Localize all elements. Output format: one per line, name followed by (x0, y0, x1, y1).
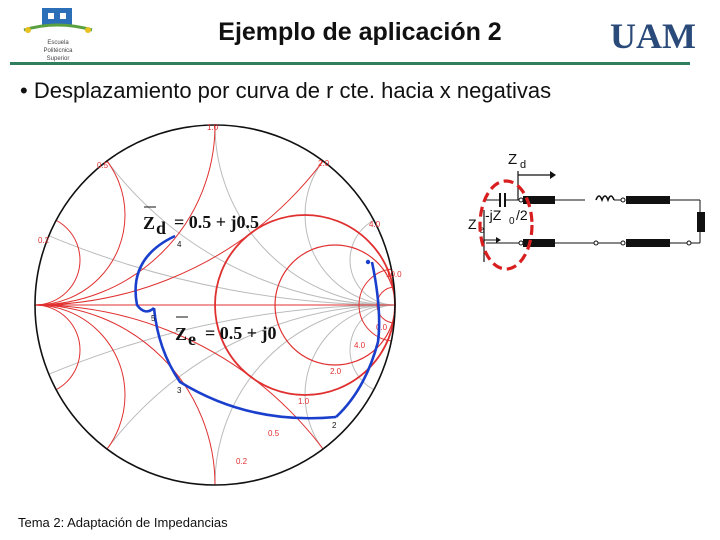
slide-title: Ejemplo de aplicación 2 (218, 18, 502, 46)
point-label-3: 3 (177, 386, 182, 395)
inductor-icon (596, 196, 614, 200)
formula-zd-rhs: = 0.5 + j0.5 (174, 212, 260, 232)
cap-label-sub: 0 (509, 216, 515, 227)
terminal-bottom-2 (594, 241, 598, 245)
ze-arrowhead-icon (496, 237, 501, 243)
label-10: 10.0 (386, 270, 402, 279)
label-4-bottom: 4.0 (354, 341, 366, 350)
trajectory-end-point (366, 260, 370, 264)
logo-line-3: Superior (46, 56, 70, 62)
label-2-bottom: 2.0 (330, 367, 342, 376)
label-05-top: 0.5 (97, 161, 109, 170)
point-label-5: 5 (151, 314, 156, 323)
formula-ze-sub: e (188, 329, 196, 349)
ze-label: Z (468, 216, 477, 232)
point-label-4: 4 (177, 240, 182, 249)
uam-logo-text: UAM (610, 16, 696, 56)
label-2-top: 2.0 (318, 159, 330, 168)
zd-arrowhead-icon (550, 171, 556, 179)
formula-ze-rhs: = 0.5 + j0 (205, 323, 277, 343)
terminal-top-1 (519, 198, 523, 202)
logo-line-2: Politécnica (43, 48, 73, 54)
logo-line-1: Escuela (47, 40, 69, 46)
footer-text: Tema 2: Adaptación de Impedancias (18, 515, 228, 530)
formula-zd-sub: d (156, 218, 167, 238)
cap-label-rest: /2 (516, 207, 528, 223)
terminal-bottom-3 (621, 241, 625, 245)
cap-label: -jZ (485, 207, 502, 223)
trajectory-4-5 (136, 236, 175, 311)
ze-label-sub: e (479, 225, 485, 236)
formula-zd (143, 207, 259, 238)
point-label-2: 2 (332, 421, 337, 430)
grid-labels (38, 123, 402, 466)
line-section-top-2 (626, 196, 670, 204)
bullet-text: • Desplazamiento por curva de r cte. hacia x negativas (20, 78, 552, 103)
formula-zd-main: Z (143, 213, 156, 233)
label-1-bottom: 1.0 (298, 397, 310, 406)
label-05-bottom: 0.5 (268, 429, 280, 438)
load-resistor-icon (697, 212, 705, 232)
label-4-top: 4.0 (369, 220, 381, 229)
formula-ze (175, 317, 277, 349)
label-02-bottom: 0.2 (236, 457, 248, 466)
zd-label: Z (508, 151, 518, 168)
line-section-bottom-2 (626, 239, 670, 247)
label-1-top: 1.0 (207, 123, 219, 132)
terminal-bottom-1 (519, 241, 523, 245)
formula-ze-main: Z (175, 324, 188, 344)
zd-label-sub: d (520, 159, 527, 171)
label-02-top: 0.2 (38, 236, 50, 245)
terminal-top-2 (621, 198, 625, 202)
terminal-bottom-4 (687, 241, 691, 245)
label-00: 0.0 (376, 323, 388, 332)
circuit (468, 151, 705, 269)
